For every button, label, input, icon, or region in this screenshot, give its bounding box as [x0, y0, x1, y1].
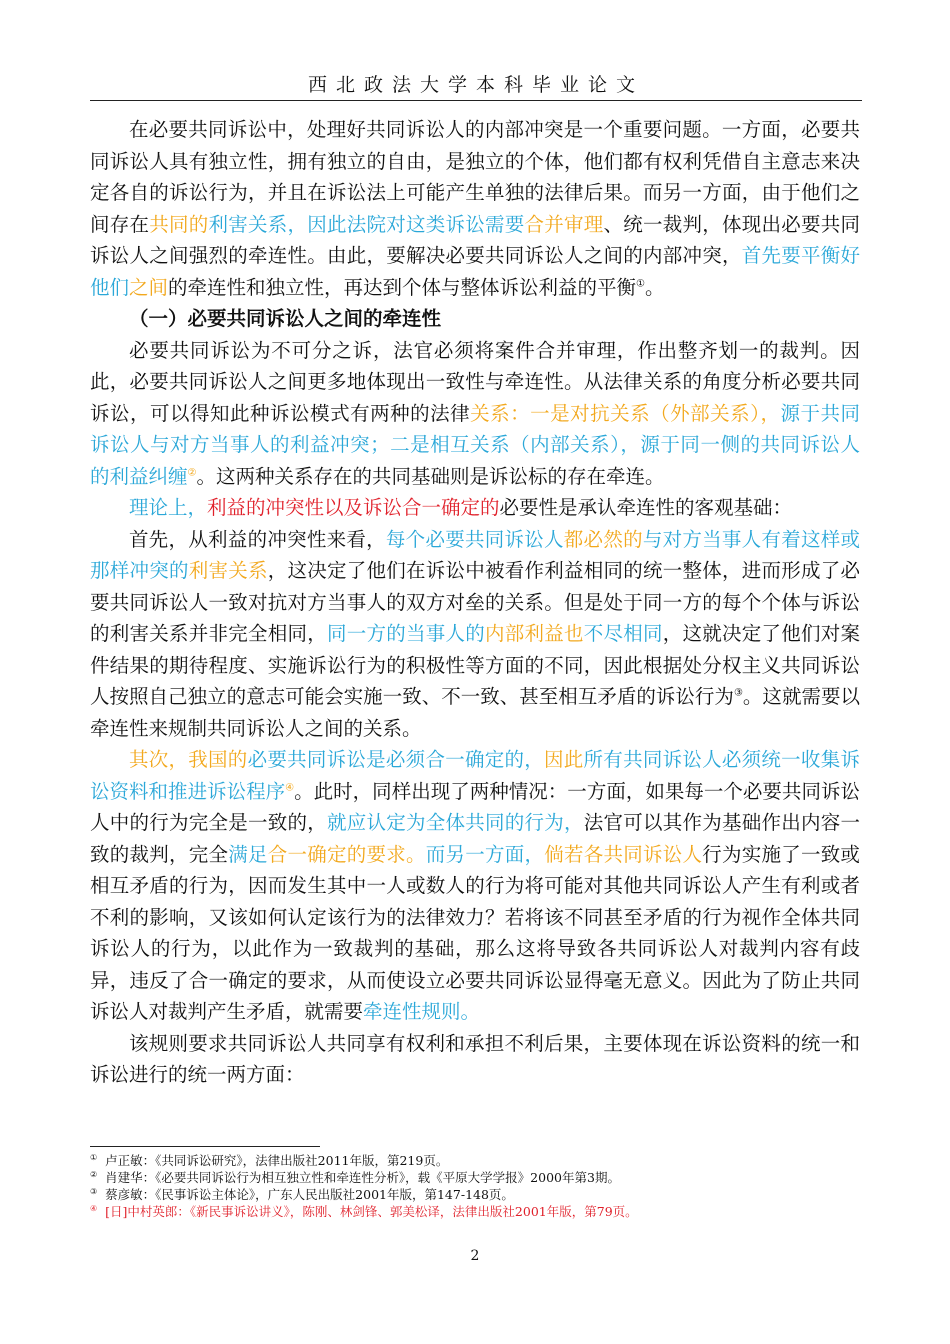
highlight-orange: 之间 [129, 275, 169, 299]
footnote-1 [90, 1152, 860, 1169]
footnote-divider [90, 1146, 320, 1147]
text-run: 首先，从利益的冲突性来看， [129, 527, 386, 551]
highlight-orange: 内部利益也 [484, 622, 584, 645]
paragraph-2 [90, 335, 860, 493]
page-header [90, 72, 862, 101]
highlight-blue: 同一方的当事人的 [326, 622, 485, 645]
highlight-blue: 利害关系，因此法院对这类诉讼需要 [208, 212, 525, 236]
highlight-orange: 关系：一是对抗关系（外部关系）， [470, 401, 781, 425]
text-run: 的牵连性和独立性，再达到个体与整体诉讼利益的平衡 [168, 275, 637, 299]
highlight-blue: 满足 [228, 842, 268, 866]
footnote-3 [90, 1186, 860, 1203]
text-run: 必要性是承认牵连性的客观基础： [499, 496, 793, 519]
text-run: 。这两种关系存在的共同基础则是诉讼标的存在牵连。 [196, 464, 665, 488]
footnotes [90, 1152, 860, 1220]
highlight-orange: 都必然的 [563, 527, 643, 551]
footnote-ref[interactable]: ① [636, 278, 646, 289]
text-run: ，这就决定了他们对案件结果的期待程度、实施诉讼行为的积极性等方面的不同，因此根据处分权主义共同诉讼人按照自己独立的意志可能会实施一致、不一致、甚至相互矛盾的诉讼行为 [90, 622, 860, 708]
footnote-text: [日]中村英郎：《新民事诉讼讲义》，陈刚、林剑锋、郭美松译，法律出版社2001年版，第79页。 [105, 1204, 638, 1219]
header-title: 西北政法大学本科毕业论文 [307, 74, 644, 96]
highlight-blue: 牵连性规则。 [363, 1000, 481, 1023]
footnote-mark: ① [90, 1152, 98, 1162]
paragraph-4 [90, 524, 860, 745]
highlight-red: 利益的冲突性以及诉讼合一确定的 [207, 496, 500, 519]
highlight-blue: 首先要平衡好他们 [90, 244, 860, 299]
section-heading: （一）必要共同诉讼人之间的牵连性 [129, 307, 442, 330]
footnote-2 [90, 1169, 860, 1186]
footnote-ref[interactable]: ② [187, 467, 197, 478]
highlight-orange: 其次，我国的 [129, 748, 248, 771]
highlight-blue: 源于共同诉讼人与对方当事人的利益冲突；二是相互关系（内部关系），源于同一侧的共同诉讼人的利益纠缠 [90, 401, 860, 488]
footnote-4 [90, 1203, 860, 1220]
text-run: 法官可以其作为基础作出内容一致的裁判，完全 [90, 811, 860, 866]
highlight-blue: 就应认定为全体共同的行为， [327, 811, 584, 834]
text-run: 。此时，同样出现了两种情况：一方面，如果每一个必要共同诉讼人中的行为完全是一致的， [90, 779, 860, 834]
text-run: 。这就需要以牵连性来规制共同诉讼人之间的关系。 [90, 685, 860, 740]
paragraph-6: 该规则要求共同诉讼人共同享有权利和承担不利后果，主要体现在诉讼资料的统一和诉讼进行的统一两方面： [90, 1031, 860, 1086]
text-run: 。 [645, 275, 665, 299]
highlight-blue: 与对方当事人有着这样或那样冲突的 [90, 527, 860, 582]
footnote-text: 卢正敏：《共同诉讼研究》，法律出版社2011年版，第219页。 [105, 1153, 449, 1168]
highlight-blue: 每个必要共同诉讼人 [385, 527, 564, 551]
highlight-blue: 理论上， [129, 496, 208, 519]
highlight-orange: 利害关系 [188, 559, 268, 582]
footnote-ref[interactable]: ③ [733, 687, 743, 699]
footnote-mark: ② [90, 1169, 98, 1179]
footnote-mark: ③ [90, 1186, 98, 1196]
text-run: ，这决定了他们在诉讼中被看作利益相同的统一整体，进而形成了必要共同诉讼人一致对抗对方当事人的双方对垒的关系。但是处于同一方的每个个体与诉讼的利害关系并非完全相同， [90, 559, 860, 645]
highlight-blue: 不尽相同 [583, 622, 663, 645]
paragraph-1 [90, 114, 860, 303]
page-number: 2 [470, 1248, 480, 1264]
text-run: 、统一裁判，体现出必要共同诉讼人之间强烈的牵连性。由此，要解决必要共同诉讼人之间的内部冲突， [90, 212, 860, 267]
highlight-blue: 必要共同诉讼是必须合一确定的， [247, 748, 545, 771]
highlight-orange: 共同的 [149, 212, 209, 236]
highlight-blue: 所有共同诉讼人必须统一收集诉讼资料和推进诉讼程序 [90, 748, 860, 803]
highlight-orange: 因此 [544, 748, 584, 771]
footnote-text: 肖建华：《必要共同诉讼行为相互独立性和牵连性分析》，载《平原大学学报》2000年第3期。 [105, 1170, 620, 1185]
text-run: 行为实施了一致或相互矛盾的行为，因而发生其中一人或数人的行为将可能对其他共同诉讼人产生有利或者不利的影响，又该如何认定该行为的法律效力？若将该不同甚至矛盾的行为视作全体共同诉讼人的行为，以此作为一致裁判的基础，那么这将导致各共同诉讼人对裁判内容有歧异，违反了合一确定的要求，从而使设立必要共同诉讼显得毫无意义。因此为了防止共同诉讼人对裁判产生矛盾，就需要 [90, 842, 860, 1023]
paragraph-5 [90, 744, 860, 1028]
text-run: 在必要共同诉讼中，处理好共同诉讼人的内部冲突是一个重要问题。一方面，必要共同诉讼人具有独立性，拥有独立的自由，是独立的个体，他们都有权利凭借自主意志来决定各自的诉讼行为，并且在诉讼法上可能产生单独的法律后果。而另一方面，由于他们之间存在 [90, 118, 860, 236]
highlight-orange: 合并审理 [524, 212, 604, 236]
paragraph-3 [90, 492, 860, 524]
highlight-orange: 倘若各共同诉讼人 [544, 842, 703, 866]
footnote-mark: ④ [90, 1203, 98, 1213]
footnote-ref[interactable]: ④ [285, 782, 295, 793]
body-text [90, 114, 860, 1091]
highlight-orange: 合一确定的要求。 [267, 842, 426, 866]
footnote-text: 蔡彦敏：《民事诉讼主体论》，广东人民出版社2001年版，第147-148页。 [105, 1187, 514, 1202]
text-run: 必要共同诉讼为不可分之诉，法官必须将案件合并审理，作出整齐划一的裁判。因此，必要共同诉讼人之间更多地体现出一致性与牵连性。从法律关系的角度分析必要共同诉讼，可以得知此种诉讼模式有两种的法律 [90, 338, 860, 425]
highlight-blue: 而另一方面， [425, 842, 545, 866]
